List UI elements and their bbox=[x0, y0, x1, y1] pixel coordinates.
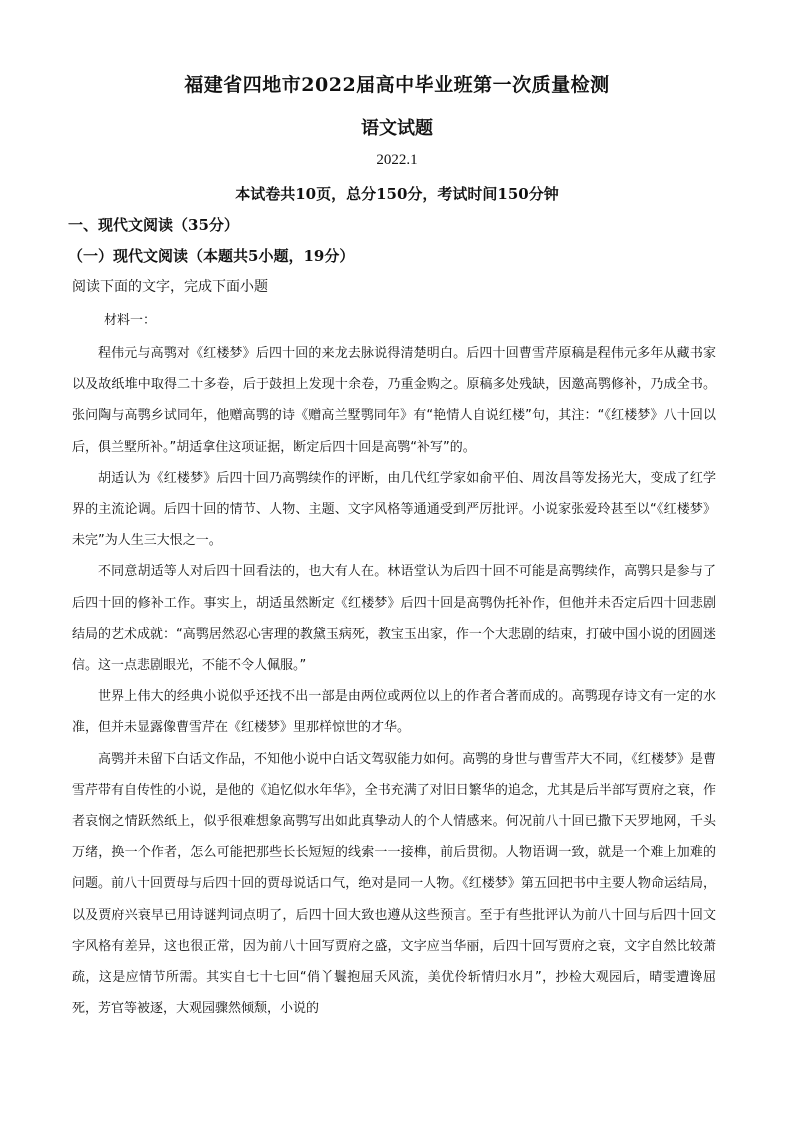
exam-subtitle: 语文试题 bbox=[361, 118, 433, 139]
subsection-heading: （一）现代文阅读（本题共5小题，19分） bbox=[68, 247, 355, 265]
exam-date: 2022.1 bbox=[376, 152, 418, 168]
passage-paragraph: 胡适认为《红楼梦》后四十回乃高鹗续作的评断，由几代红学家如俞平伯、周汝昌等发扬光大，变成了红学界的主流论调。后四十回的情节、人物、主题、文字风格等通通受到严厉批评。小说家张爱玲甚至以“《红楼梦》未完”为人生三大恨之一。 bbox=[72, 470, 716, 549]
material-label: 材料一： bbox=[104, 313, 157, 328]
passage-paragraph: 程伟元与高鹗对《红楼梦》后四十回的来龙去脉说得清楚明白。后四十回曹雪芹原稿是程伟元多年从藏书家以及故纸堆中取得二十多卷，后于鼓担上发现十余卷，乃重金购之。原稿多处残缺，因邀高鹗修补，乃成全书。张问陶与高鹗乡试同年，他赠高鹗的诗《赠高兰墅鹗同年》有“艳情人自说红楼”句，其注：“《红楼梦》八十回以后，俱兰墅所补。”胡适拿住这项证据，断定后四十回是高鹗“补写”的。 bbox=[72, 346, 716, 455]
section-heading: 一、现代文阅读（35分） bbox=[68, 216, 239, 234]
passage-paragraph: 世界上伟大的经典小说似乎还找不出一部是由两位或两位以上的作者合著而成的。高鹗现存诗文有一定的水准，但并未显露像曹雪芹在《红楼梦》里那样惊世的才华。 bbox=[72, 689, 716, 736]
exam-title: 福建省四地市2022届高中毕业班第一次质量检测 bbox=[184, 74, 610, 96]
exam-note: 本试卷共10页，总分150分，考试时间150分钟 bbox=[235, 185, 559, 203]
passage-body bbox=[72, 338, 716, 1024]
passage-paragraph: 不同意胡适等人对后四十回看法的，也大有人在。林语堂认为后四十回不可能是高鹗续作，高鹗只是参与了后四十回的修补工作。事实上，胡适虽然断定《红楼梦》后四十回是高鹗伪托补作，但他并未否定后四十回悲剧结局的艺术成就：“高鹗居然忍心害理的教黛玉病死，教宝玉出家，作一个大悲剧的结束，打破中国小说的团圆迷信。这一点悲剧眼光，不能不令人佩服。” bbox=[72, 564, 716, 674]
passage-paragraph: 高鹗并未留下白话文作品，不知他小说中白话文驾驭能力如何。高鹗的身世与曹雪芹大不同，《红楼梦》是曹雪芹带有自传性的小说，是他的《追忆似水年华》，全书充满了对旧日繁华的追念，尤其是后半部写贾府之衰，作者哀悯之情跃然纸上，似乎很难想象高鹗写出如此真挚动人的个人情感来。何况前八十回已撒下天罗地网，千头万绪，换一个作者，怎么可能把那些长长短短的线索一一接榫，前后贯彻。人物语调一致，就是一个难上加难的问题。前八十回贾母与后四十回的贾母说话口气，绝对是同一人物。《红楼梦》第五回把书中主要人物命运结局，以及贾府兴衰早已用诗谜判词点明了，后四十回大致也遵从这些预言。至于有些批评认为前八十回与后四十回文字风格有差异，这也很正常，因为前八十回写贾府之盛，文字应当华丽，后四十回写贾府之衰，文字自然比较萧疏，这是应情节所需。其实自七十七回“俏丫鬟抱屈夭风流，美优伶斩情归水月”，抄检大观园后，晴雯遭谗屈死，芳官等被逐，大观园骤然倾颓，小说的 bbox=[72, 751, 716, 1017]
reading-instruction: 阅读下面的文字，完成下面小题 bbox=[72, 279, 268, 295]
